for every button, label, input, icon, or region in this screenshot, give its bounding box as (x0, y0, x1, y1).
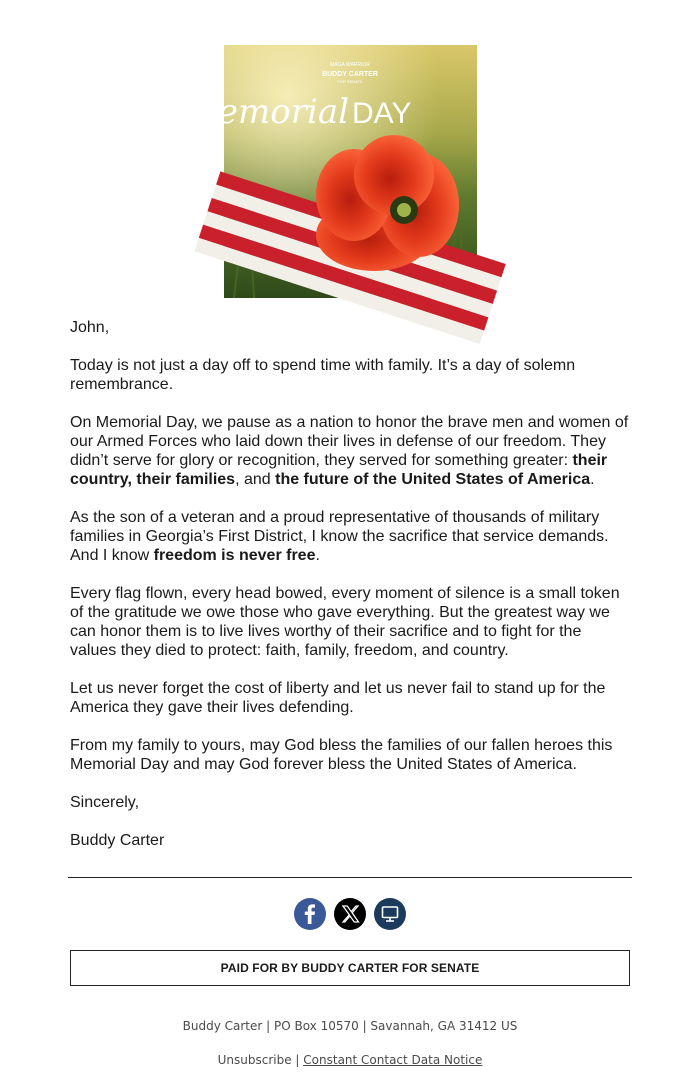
paragraph-5: Let us never forget the cost of liberty and let us never fail to stand up for the America they gave their lives defending. (70, 680, 606, 716)
x-icon[interactable] (334, 898, 366, 930)
footer-divider (68, 877, 632, 878)
footer-links (0, 1053, 700, 1067)
paragraph-1: Today is not just a day off to spend time with family. It’s a day of solemn remembrance. (70, 357, 576, 393)
poppy-flag-illustration (183, 45, 477, 298)
greeting: John, (70, 319, 110, 336)
footer-separator: | (291, 1053, 304, 1067)
social-links (0, 898, 700, 930)
hero-brand: BUDDY CARTER (322, 71, 378, 78)
hero-kicker: MAGA WARRIOR (330, 62, 370, 68)
letter-body (70, 318, 632, 869)
monitor-icon[interactable] (374, 898, 406, 930)
paragraph-3: As the son of a veteran and a proud representative of thousands of military families in Georgia’s First District, I know the sacrifice that service demands. And I know freedom is never free. (70, 509, 609, 564)
mailing-address: Buddy Carter | PO Box 10570 | Savannah, GA 31412 US (182, 1019, 518, 1033)
hero-title: DAY (352, 97, 412, 130)
paragraph-4: Every flag flown, every head bowed, every moment of silence is a small token of the gratitude we owe those who gave everything. But the greatest way we can honor them is to live lives worthy of their sacrifice and to fight for the values they died to protect: faith, family, freedom, and country. (70, 585, 620, 659)
unsubscribe-link[interactable]: Unsubscribe (217, 1053, 292, 1067)
paragraph-6: From my family to yours, may God bless the families of our fallen heroes this Memorial Day and may God forever bless the United States of America. (70, 737, 613, 773)
signature: Buddy Carter (70, 832, 165, 849)
closing: Sincerely, (70, 794, 140, 811)
hero-script-title: Memorial (183, 92, 349, 132)
data-notice-link[interactable]: Constant Contact Data Notice (303, 1053, 483, 1067)
hero-brand-sub: FOR SENATE (337, 79, 363, 84)
facebook-icon[interactable] (294, 898, 326, 930)
paid-for-text: PAID FOR BY BUDDY CARTER FOR SENATE (220, 961, 480, 975)
paid-for-disclaimer (70, 950, 630, 986)
memorial-day-hero-image (183, 45, 477, 298)
paragraph-2: On Memorial Day, we pause as a nation to honor the brave men and women of our Armed Forces who laid down their lives in defense of our freedom. They didn’t serve for glory or recognition, they served for something greater: their country, their families, and the future of the United States of America. (70, 414, 629, 488)
